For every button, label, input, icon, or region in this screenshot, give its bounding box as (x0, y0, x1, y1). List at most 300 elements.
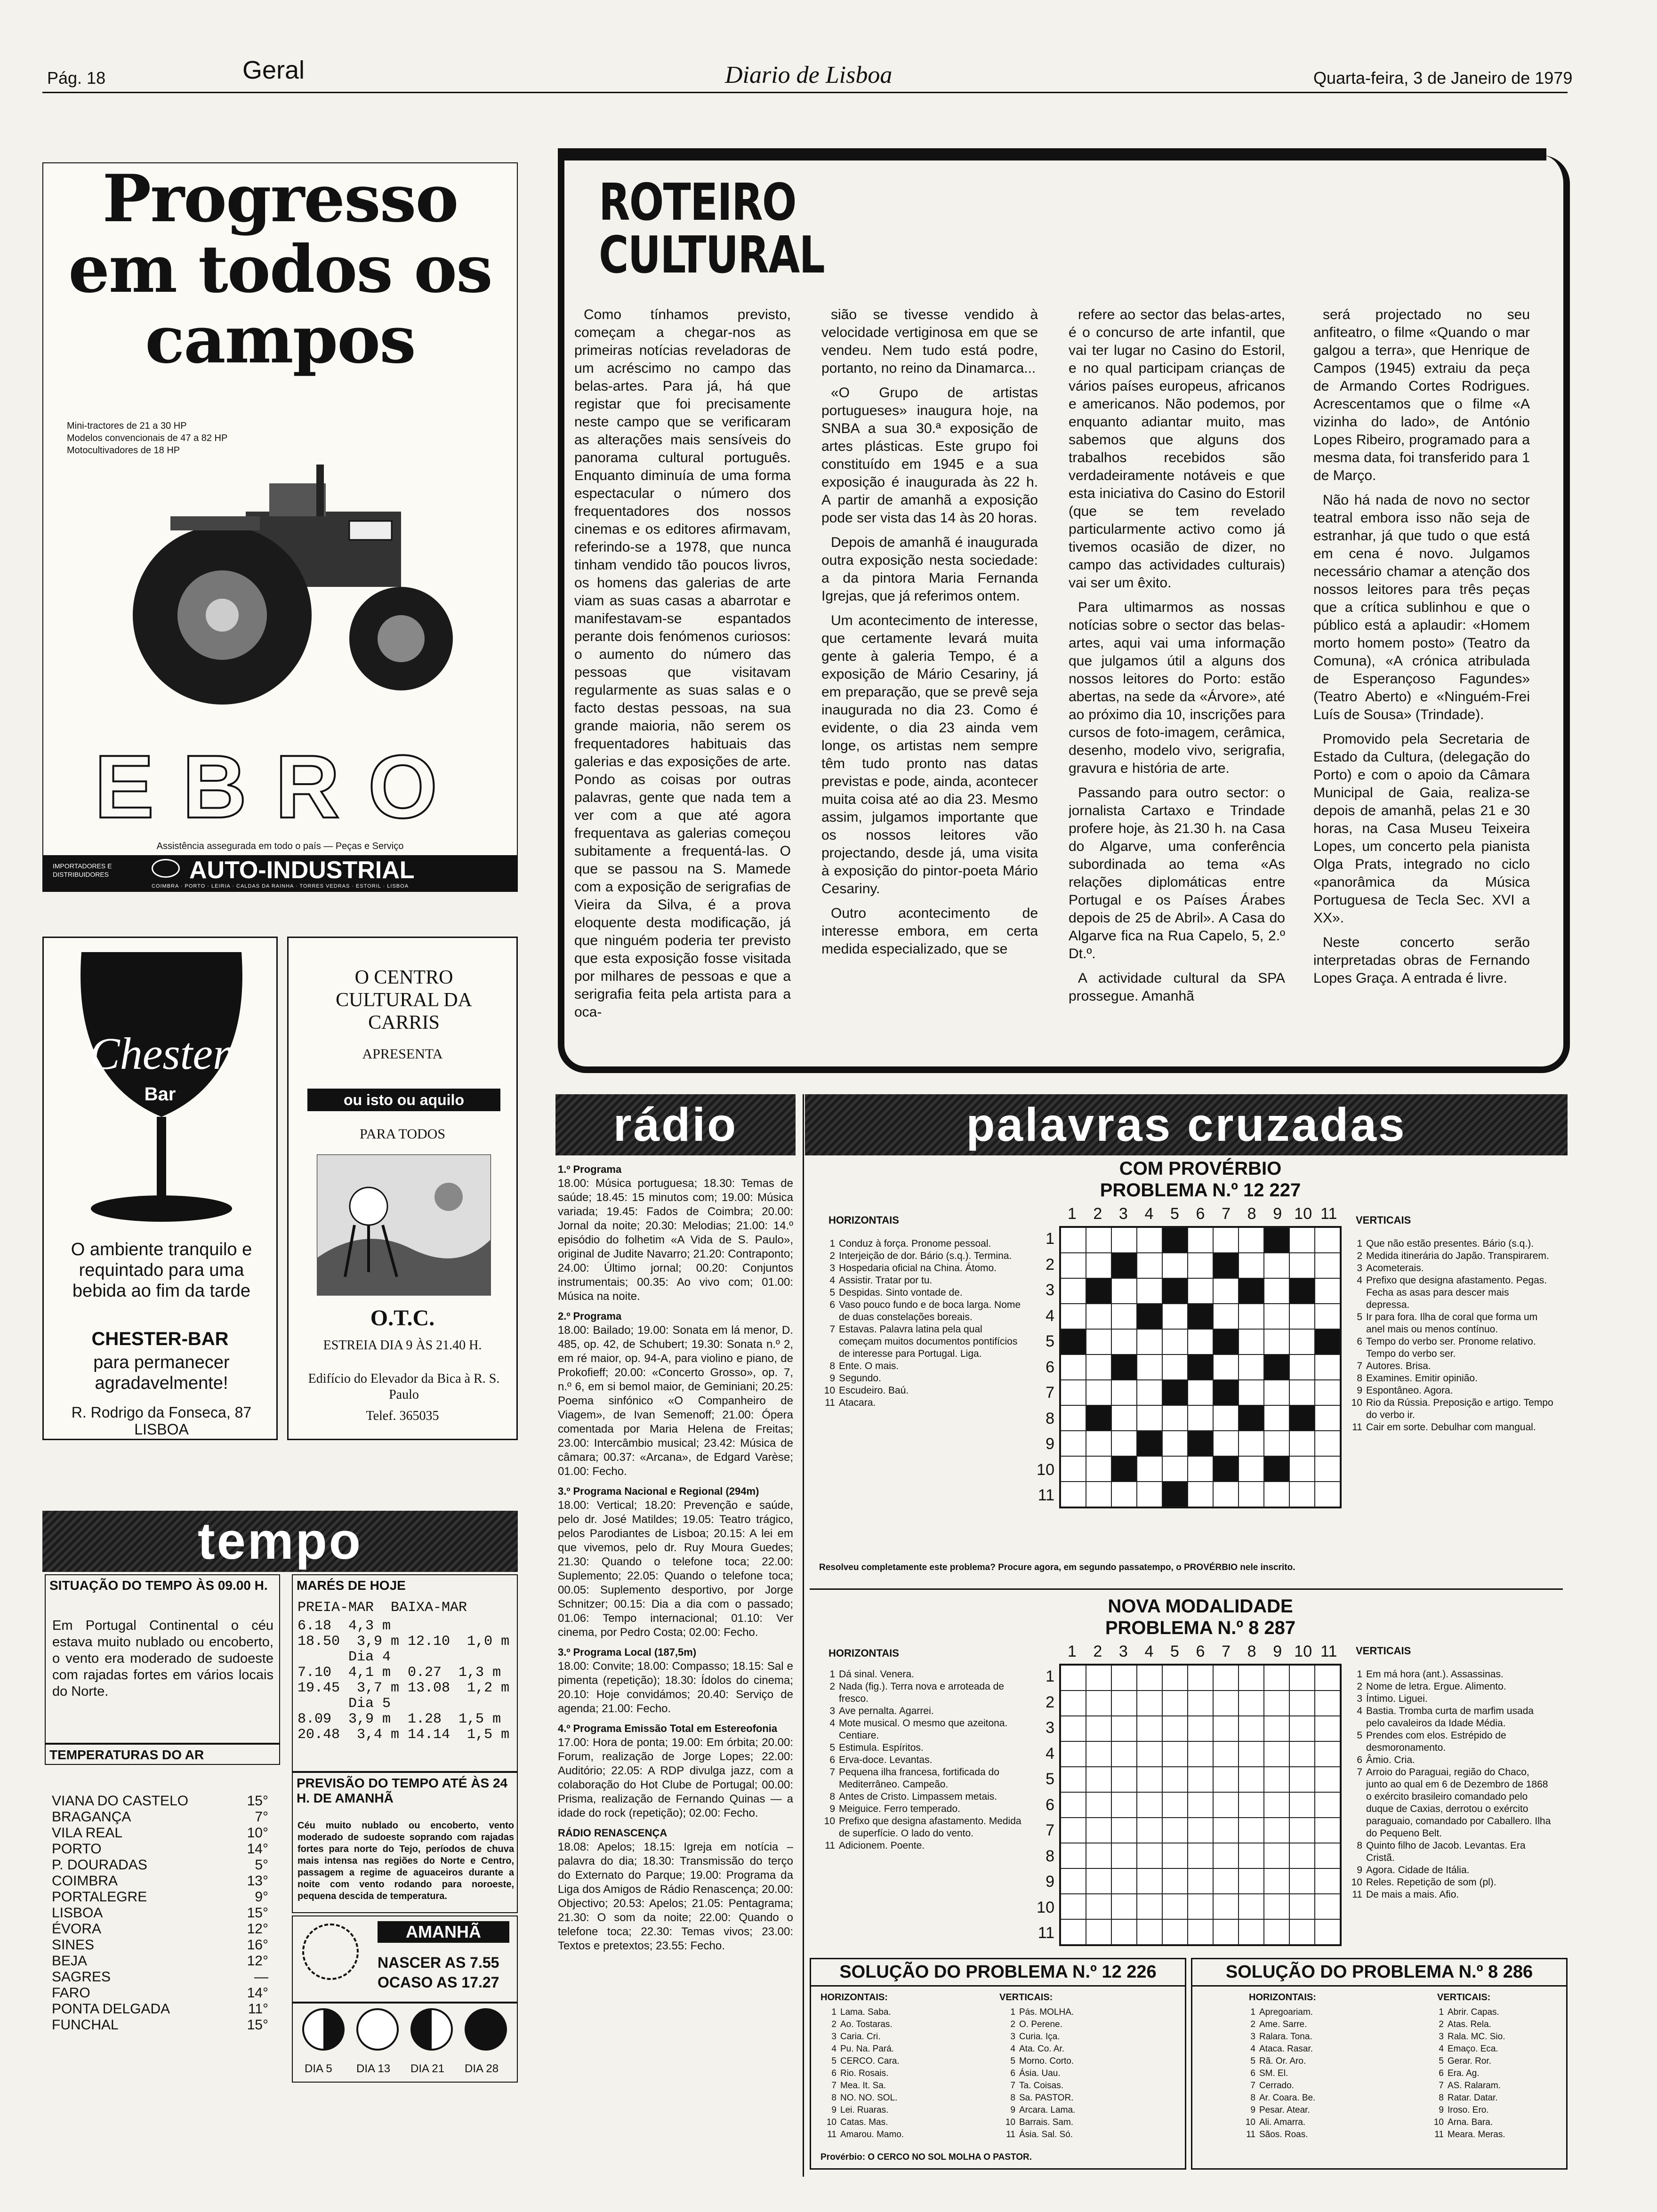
grid-cell[interactable] (1061, 1843, 1086, 1868)
grid-cell[interactable] (1086, 1894, 1111, 1919)
grid-cell[interactable] (1315, 1405, 1340, 1431)
clue-row: 10 Arna. Bara. (1433, 2117, 1493, 2127)
grid-cell[interactable] (1111, 1767, 1137, 1792)
grid-cell[interactable] (1239, 1843, 1264, 1868)
grid-cell[interactable] (1239, 1482, 1264, 1507)
grid-cell[interactable] (1162, 1665, 1188, 1691)
grid-cell[interactable] (1086, 1380, 1111, 1405)
grid-cell[interactable] (1162, 1741, 1188, 1767)
grid-cell[interactable] (1213, 1792, 1239, 1818)
grid-cell[interactable] (1137, 1665, 1162, 1691)
grid-cell[interactable] (1289, 1741, 1315, 1767)
grid-cell[interactable] (1264, 1278, 1289, 1304)
grid-cell[interactable] (1061, 1919, 1086, 1945)
grid-cell[interactable] (1111, 1843, 1137, 1868)
temperature-row: SINES 16° (52, 1937, 268, 1953)
grid-cell[interactable] (1188, 1482, 1213, 1507)
grid-cell[interactable] (1137, 1894, 1162, 1919)
grid-cell[interactable] (1213, 1843, 1239, 1868)
grid-cell[interactable] (1289, 1767, 1315, 1792)
grid-cell[interactable] (1213, 1482, 1239, 1507)
grid-cell[interactable] (1239, 1741, 1264, 1767)
grid-cell[interactable] (1061, 1665, 1086, 1691)
grid-cell[interactable] (1188, 1894, 1213, 1919)
grid-cell[interactable] (1086, 1665, 1111, 1691)
grid-cell[interactable] (1239, 1329, 1264, 1354)
grid-cell[interactable] (1264, 1868, 1289, 1894)
tides-box: MARÉS DE HOJE PREIA-MAR BAIXA-MAR 6.18 4,3 m 18.50 3,9 m 12.10 1,0 m Dia 4 7.10 4,1 m 0.27 1,3 m 19.45 3,7 m 13.08 1,2 m Dia 5 8.09 3,9 m 1.28 1,5 m 20.48 3,4 m 14.14 1,5 m (292, 1574, 518, 1772)
grid-cell[interactable] (1264, 1919, 1289, 1945)
grid-cell[interactable] (1111, 1482, 1137, 1507)
grid-cell[interactable] (1289, 1665, 1315, 1691)
grid-cell[interactable] (1086, 1767, 1111, 1792)
temperature-row: BEJA 12° (52, 1953, 268, 1969)
grid-cell[interactable] (1111, 1716, 1137, 1741)
grid-cell[interactable] (1315, 1716, 1340, 1741)
grid-cell[interactable] (1162, 1329, 1188, 1354)
grid-cell[interactable] (1111, 1665, 1137, 1691)
grid-cell[interactable] (1264, 1380, 1289, 1405)
grid-cell[interactable] (1111, 1227, 1137, 1253)
moon-first-quarter-icon (302, 2008, 345, 2051)
grid-cell[interactable] (1289, 1380, 1315, 1405)
grid-cell[interactable] (1111, 1329, 1137, 1354)
grid-cell[interactable] (1061, 1431, 1086, 1456)
grid-cell[interactable] (1137, 1818, 1162, 1843)
grid-cell[interactable] (1239, 1227, 1264, 1253)
carris-presents: APRESENTA (362, 1046, 443, 1062)
grid-cell[interactable] (1213, 1767, 1239, 1792)
grid-cell[interactable] (1239, 1792, 1264, 1818)
grid-cell[interactable] (1137, 1354, 1162, 1380)
clue-row: 8 Examines. Emitir opinião. (1357, 1373, 1478, 1384)
grid-cell[interactable] (1061, 1278, 1086, 1304)
grid-cell[interactable] (1289, 1919, 1315, 1945)
grid-cell[interactable] (1188, 1329, 1213, 1354)
grid-cell[interactable] (1289, 1431, 1315, 1456)
grid-cell[interactable] (1086, 1818, 1111, 1843)
grid-cell[interactable] (1213, 1741, 1239, 1767)
grid-cell[interactable] (1239, 1919, 1264, 1945)
grid-cell[interactable] (1239, 1691, 1264, 1716)
solution-8286: SOLUÇÃO DO PROBLEMA N.º 8 286 HORIZONTAIS: 1 Apregoariam. 2 Ame. Sarre. 3 Ralara. Tona. 4 Ataca. Rasar. 5 Rã. Or. Aro. 6 SM. El. 7 Cerrado. 8 Ar. Coara. Be. 9 Pesar. Atear. 10 Ali. Amarra. 11 Sãos. Roas. VERTICAIS: 1 Abrir. Capas. 2 Atas. Rela. 3 Rala. MC. Sio. 4 Emaço. Eca. 5 Gerar. Ror. 6 Era. Ag. 7 AS. Ralaram. 8 Ratar. Datar. 9 Iroso. Ero. 10 Arna. Bara. 11 Meara. Meras. (1191, 1958, 1568, 2170)
grid-cell[interactable] (1162, 1405, 1188, 1431)
grid-cell[interactable] (1264, 1818, 1289, 1843)
grid-cell[interactable] (1061, 1354, 1086, 1380)
temperature-row: LISBOA 15° (52, 1905, 268, 1921)
grid-cell[interactable] (1061, 1304, 1086, 1329)
clue-row: 3 Caria. Cri. (831, 2032, 881, 2042)
clue-row: 8 Ente. O mais. (829, 1361, 899, 1371)
clue-row: 1 Lama. Saba. (831, 2007, 891, 2017)
clue-row: 7 Pequena ilha francesa, fortificada do Mediterrâneo. Campeão. (829, 1767, 999, 1790)
clue-row: 3 Rala. MC. Sio. (1439, 2032, 1505, 2042)
grid-cell[interactable] (1289, 1304, 1315, 1329)
clue-row: 1 Abrir. Capas. (1439, 2007, 1499, 2017)
grid-cell[interactable] (1289, 1329, 1315, 1354)
clue-row: 11 Meara. Meras. (1434, 2130, 1505, 2140)
grid-cell[interactable] (1188, 1767, 1213, 1792)
grid-cell[interactable] (1264, 1304, 1289, 1329)
grid-cell[interactable] (1289, 1456, 1315, 1482)
grid-cell[interactable] (1188, 1868, 1213, 1894)
grid-cell[interactable] (1061, 1691, 1086, 1716)
tide-row: 18.50 3,9 m 12.10 1,0 m (298, 1634, 510, 1650)
grid-cell[interactable] (1213, 1691, 1239, 1716)
column-rule (803, 1094, 804, 2177)
grid-cell[interactable] (1188, 1253, 1213, 1278)
grid-cell[interactable] (1239, 1818, 1264, 1843)
grid-cell[interactable] (1061, 1767, 1086, 1792)
chester-logo-sub: Bar (144, 1084, 176, 1105)
clue-row: 8 Antes de Cristo. Limpassem metais. (829, 1791, 997, 1802)
grid-cell[interactable] (1213, 1431, 1239, 1456)
grid-cell[interactable] (1213, 1278, 1239, 1304)
auto-industrial-emblem-icon (152, 859, 180, 878)
grid-cell[interactable] (1061, 1253, 1086, 1278)
grid-cell[interactable] (1239, 1868, 1264, 1894)
clue-row: 10 Barrais. Sam. (1005, 2117, 1074, 2127)
grid-cell[interactable] (1188, 1919, 1213, 1945)
grid-cell[interactable] (1061, 1482, 1086, 1507)
grid-cell[interactable] (1137, 1482, 1162, 1507)
clue-row: 4 Mote musical. O mesmo que azeitona. Centiare. (829, 1718, 1008, 1741)
grid-cell[interactable] (1315, 1767, 1340, 1792)
grid-cell[interactable] (1188, 1278, 1213, 1304)
grid-cell[interactable] (1137, 1868, 1162, 1894)
clue-row: 7 Mea. It. Sa. (831, 2081, 886, 2091)
grid-cell[interactable] (1111, 1894, 1137, 1919)
grid-cell[interactable] (1264, 1431, 1289, 1456)
grid-cell[interactable] (1086, 1304, 1111, 1329)
grid-cell (1264, 1354, 1289, 1380)
grid-cell[interactable] (1239, 1253, 1264, 1278)
grid-cell[interactable] (1315, 1792, 1340, 1818)
ad-carris (287, 937, 518, 1440)
grid-cell[interactable] (1111, 1741, 1137, 1767)
ebro-logo: EBRO (94, 737, 466, 837)
grid-cell[interactable] (1213, 1227, 1239, 1253)
clue-row: 3 Curia. Iça. (1010, 2032, 1060, 2042)
grid-cell[interactable] (1315, 1431, 1340, 1456)
clue-row: 9 Meiguice. Ferro temperado. (829, 1803, 960, 1814)
newspaper-title: Diario de Lisboa (725, 62, 893, 88)
grid-cell[interactable] (1315, 1304, 1340, 1329)
clue-row: 9 Agora. Cidade de Itália. (1357, 1865, 1470, 1875)
grid-cell[interactable] (1111, 1380, 1137, 1405)
grid-cell[interactable] (1289, 1691, 1315, 1716)
grid-cell[interactable] (1239, 1380, 1264, 1405)
grid-cell[interactable] (1137, 1792, 1162, 1818)
grid-cell[interactable] (1315, 1919, 1340, 1945)
grid-cell[interactable] (1137, 1329, 1162, 1354)
grid-cell[interactable] (1061, 1227, 1086, 1253)
grid-cell[interactable] (1264, 1253, 1289, 1278)
grid-cell[interactable] (1111, 1868, 1137, 1894)
grid-cell[interactable] (1061, 1818, 1086, 1843)
clue-row: 5 Gerar. Ror. (1439, 2056, 1491, 2066)
clue-row: 7 Estavas. Palavra latina pela qual começam muitos documentos pontifícios de interesse para Portugal. Liga. (829, 1324, 1018, 1359)
grid-cell[interactable] (1162, 1304, 1188, 1329)
grid-cell[interactable] (1315, 1818, 1340, 1843)
grid-cell[interactable] (1264, 1894, 1289, 1919)
clue-row: 10 Reles. Repetição de som (pl). (1351, 1877, 1496, 1888)
grid-cell[interactable] (1061, 1716, 1086, 1741)
grid-cell[interactable] (1061, 1792, 1086, 1818)
grid-cell[interactable] (1086, 1792, 1111, 1818)
grid-cell[interactable] (1315, 1868, 1340, 1894)
clue-row: 11 Atacara. (825, 1397, 876, 1408)
clue-row: 9 Lei. Ruaras. (831, 2105, 889, 2115)
grid-cell[interactable] (1239, 1894, 1264, 1919)
grid-cell[interactable] (1213, 1665, 1239, 1691)
clue-row: 1 Em má hora (ant.). Assassinas. (1357, 1669, 1504, 1680)
grid-cell[interactable] (1264, 1741, 1289, 1767)
grid-cell (1264, 1227, 1289, 1253)
grid-cell[interactable] (1162, 1894, 1188, 1919)
grid-cell[interactable] (1315, 1253, 1340, 1278)
grid-cell[interactable] (1289, 1894, 1315, 1919)
clue-row: 2 Atas. Rela. (1439, 2020, 1491, 2029)
grid-cell[interactable] (1239, 1304, 1264, 1329)
temperature-row: FUNCHAL 15° (52, 2017, 268, 2033)
ad-chester (42, 937, 278, 1440)
grid-cell[interactable] (1162, 1691, 1188, 1716)
grid-cell[interactable] (1086, 1253, 1111, 1278)
grid-cell[interactable] (1061, 1894, 1086, 1919)
grid-cell[interactable] (1213, 1818, 1239, 1843)
tide-row: 7.10 4,1 m 0.27 1,3 m (298, 1665, 501, 1681)
grid-cell[interactable] (1289, 1818, 1315, 1843)
grid-cell[interactable] (1289, 1482, 1315, 1507)
grid-cell[interactable] (1061, 1456, 1086, 1482)
grid-cell[interactable] (1137, 1405, 1162, 1431)
grid-cell[interactable] (1162, 1253, 1188, 1278)
carris-phone: Telef. 365035 (366, 1409, 439, 1423)
grid-cell[interactable] (1188, 1227, 1213, 1253)
grid-cell[interactable] (1162, 1354, 1188, 1380)
grid-cell[interactable] (1137, 1741, 1162, 1767)
p2-horizontal-clues (819, 1668, 1026, 1852)
grid-cell[interactable] (1213, 1716, 1239, 1741)
p1-horizontal-clues (819, 1238, 1026, 1409)
clue-row: 5 CERCO. Cara. (831, 2056, 900, 2066)
grid-cell[interactable] (1162, 1868, 1188, 1894)
grid-cell (1061, 1329, 1086, 1354)
grid-cell[interactable] (1137, 1691, 1162, 1716)
grid-cell (1213, 1380, 1239, 1405)
grid-cell[interactable] (1188, 1843, 1213, 1868)
grid-cell[interactable] (1289, 1792, 1315, 1818)
grid-cell[interactable] (1061, 1405, 1086, 1431)
grid-cell[interactable] (1315, 1354, 1340, 1380)
clue-row: 7 AS. Ralaram. (1439, 2081, 1501, 2091)
grid-cell[interactable] (1137, 1278, 1162, 1304)
grid-cell[interactable] (1162, 1919, 1188, 1945)
clue-row: 6 Ásia. Uau. (1010, 2068, 1061, 2078)
grid-cell[interactable] (1264, 1665, 1289, 1691)
grid-cell[interactable] (1137, 1456, 1162, 1482)
grid-cell[interactable] (1061, 1380, 1086, 1405)
grid-cell[interactable] (1264, 1843, 1289, 1868)
clue-row: 2 Interjeição de dor. Bário (s.q.). Termina. (829, 1250, 1012, 1261)
issue-date: Quarta-feira, 3 de Janeiro de 1979 (1313, 68, 1573, 88)
grid-cell (1239, 1278, 1264, 1304)
p2-grid[interactable] (1059, 1664, 1342, 1946)
grid-cell[interactable] (1137, 1380, 1162, 1405)
moon-full-icon (356, 2008, 399, 2051)
grid-cell[interactable] (1188, 1818, 1213, 1843)
grid-cell[interactable] (1315, 1380, 1340, 1405)
grid-cell[interactable] (1213, 1919, 1239, 1945)
grid-cell[interactable] (1264, 1482, 1289, 1507)
grid-cell[interactable] (1315, 1278, 1340, 1304)
grid-cell[interactable] (1289, 1843, 1315, 1868)
grid-cell[interactable] (1086, 1329, 1111, 1354)
grid-cell[interactable] (1264, 1691, 1289, 1716)
grid-cell[interactable] (1162, 1792, 1188, 1818)
grid-cell[interactable] (1213, 1405, 1239, 1431)
grid-cell[interactable] (1086, 1843, 1111, 1868)
grid-cell[interactable] (1188, 1716, 1213, 1741)
grid-cell[interactable] (1315, 1482, 1340, 1507)
grid-cell[interactable] (1213, 1354, 1239, 1380)
grid-cell[interactable] (1111, 1691, 1137, 1716)
grid-cell[interactable] (1289, 1227, 1315, 1253)
grid-cell[interactable] (1315, 1227, 1340, 1253)
grid-cell[interactable] (1289, 1354, 1315, 1380)
grid-cell[interactable] (1137, 1919, 1162, 1945)
grid-cell[interactable] (1315, 1843, 1340, 1868)
grid-cell[interactable] (1239, 1767, 1264, 1792)
grid-cell[interactable] (1264, 1716, 1289, 1741)
clue-row: 4 Pu. Na. Pará. (831, 2044, 894, 2054)
grid-cell (1289, 1278, 1315, 1304)
clue-row: 10 Rio da Rússia. Preposição e artigo. Tempo do verbo ir. (1351, 1397, 1553, 1420)
clue-row: 3 Ralara. Tona. (1250, 2032, 1312, 2042)
grid-cell[interactable] (1188, 1691, 1213, 1716)
clue-row: 4 Assistir. Tratar por tu. (829, 1275, 933, 1286)
sunset-time: 17.27 (461, 1974, 499, 1991)
grid-cell[interactable] (1213, 1868, 1239, 1894)
grid-cell[interactable] (1111, 1278, 1137, 1304)
grid-cell[interactable] (1315, 1665, 1340, 1691)
grid-cell[interactable] (1239, 1431, 1264, 1456)
grid-cell[interactable] (1162, 1456, 1188, 1482)
grid-cell[interactable] (1162, 1818, 1188, 1843)
grid-cell[interactable] (1111, 1818, 1137, 1843)
grid-cell[interactable] (1086, 1354, 1111, 1380)
grid-cell[interactable] (1086, 1482, 1111, 1507)
temperature-row: BRAGANÇA 7° (52, 1809, 268, 1825)
grid-cell[interactable] (1162, 1716, 1188, 1741)
grid-cell[interactable] (1137, 1253, 1162, 1278)
roteiro-title: ROTEIRO CULTURAL (577, 176, 798, 285)
grid-cell[interactable] (1086, 1868, 1111, 1894)
grid-cell[interactable] (1111, 1405, 1137, 1431)
grid-cell[interactable] (1239, 1456, 1264, 1482)
grid-cell[interactable] (1315, 1456, 1340, 1482)
grid-cell[interactable] (1137, 1227, 1162, 1253)
grid-cell[interactable] (1111, 1919, 1137, 1945)
grid-cell[interactable] (1111, 1792, 1137, 1818)
tractor-illustration (128, 455, 458, 719)
grid-cell[interactable] (1264, 1767, 1289, 1792)
grid-cell[interactable] (1137, 1843, 1162, 1868)
carris-for-all: PARA TODOS (359, 1126, 446, 1142)
grid-cell[interactable] (1289, 1253, 1315, 1278)
grid-cell[interactable] (1137, 1716, 1162, 1741)
grid-cell[interactable] (1111, 1304, 1137, 1329)
grid-cell[interactable] (1162, 1767, 1188, 1792)
grid-cell[interactable] (1061, 1868, 1086, 1894)
moon-last-quarter-icon (410, 2008, 453, 2051)
clue-row: 6 Tempo do verbo ser. Pronome relativo. Tempo do verbo ser. (1357, 1336, 1536, 1359)
grid-cell (1111, 1456, 1137, 1482)
grid-cell[interactable] (1086, 1919, 1111, 1945)
grid-cell[interactable] (1315, 1691, 1340, 1716)
grid-cell[interactable] (1188, 1380, 1213, 1405)
grid-cell[interactable] (1086, 1456, 1111, 1482)
grid-cell (1188, 1304, 1213, 1329)
grid-cell[interactable] (1137, 1767, 1162, 1792)
grid-cell[interactable] (1289, 1716, 1315, 1741)
forecast-box: PREVISÃO DO TEMPO ATÉ ÀS 24 H. DE AMANHÃ Céu muito nublado ou encoberto, vento moderado de sudoeste soprando com rajadas fortes para norte do Tejo, períodos de chuva mais intensa nas regiões do Norte e Centro, passagem a regime de aguaceiros durante a noite com vento rodando para noroeste, pequena descida de temperatura. (292, 1772, 518, 1913)
grid-cell (1111, 1253, 1137, 1278)
grid-cell[interactable] (1188, 1405, 1213, 1431)
grid-cell[interactable] (1264, 1792, 1289, 1818)
grid-cell[interactable] (1213, 1894, 1239, 1919)
clue-row: 8 NO. NO. SOL. (831, 2093, 898, 2103)
grid-cell[interactable] (1239, 1354, 1264, 1380)
grid-cell[interactable] (1188, 1741, 1213, 1767)
grid-cell[interactable] (1188, 1665, 1213, 1691)
section-name: Geral (242, 56, 305, 84)
p1-grid[interactable] (1059, 1226, 1342, 1508)
grid-cell[interactable] (1162, 1843, 1188, 1868)
grid-cell (1315, 1329, 1340, 1354)
p2-vertical-clues (1346, 1668, 1553, 1901)
grid-cell[interactable] (1086, 1741, 1111, 1767)
grid-cell[interactable] (1162, 1431, 1188, 1456)
grid-cell[interactable] (1264, 1329, 1289, 1354)
grid-cell[interactable] (1264, 1405, 1289, 1431)
grid-cell[interactable] (1086, 1691, 1111, 1716)
solution-12226: SOLUÇÃO DO PROBLEMA N.º 12 226 HORIZONTAIS: 1 Lama. Saba. 2 Ao. Tostaras. 3 Caria. Cri. 4 Pu. Na. Pará. 5 CERCO. Cara. 6 Rio. Rosais. 7 Mea. It. Sa. 8 NO. NO. SOL. 9 Lei. Ruaras. 10 Catas. Mas. 11 Amarou. Mamo. VERTICAIS: 1 Pás. MOLHA. 2 O. Perene. 3 Curia. Iça. 4 Ata. Co. Ar. 5 Morno. Corto. 6 Ásia. Uau. 7 Ta. Coisas. 8 Sa. PASTOR. 9 Arcara. Lama. 10 Barrais. Sam. 11 Ásia. Sal. Só. Provérbio: O CERCO NO SOL MOLHA O PASTOR. (810, 1958, 1186, 2170)
clue-row: 5 Morno. Corto. (1010, 2056, 1074, 2066)
grid-cell[interactable] (1188, 1792, 1213, 1818)
grid-cell[interactable] (1315, 1741, 1340, 1767)
grid-cell[interactable] (1061, 1741, 1086, 1767)
grid-cell[interactable] (1111, 1431, 1137, 1456)
grid-cell[interactable] (1289, 1868, 1315, 1894)
ad-ebro (42, 162, 518, 892)
grid-cell[interactable] (1188, 1456, 1213, 1482)
grid-cell[interactable] (1086, 1716, 1111, 1741)
grid-cell[interactable] (1239, 1665, 1264, 1691)
grid-cell[interactable] (1213, 1304, 1239, 1329)
roteiro-col-3: refere ao sector das belas-artes, é o concurso de arte infantil, que vai ter lugar no Casino do Estoril, e no qual participam crianças de vários países europeus, africanos e americanos. Não podemos, por enquanto adiantar muito, mas sabemos que alguns dos trabalhos recebidos são verdadeiramente notáveis e que esta iniciativa do Casino do Estoril (que se tem revelado particularmente activo como já tivemos ocasião de dizer, no campo das actividades culturais) vai ser um êxito. Para ultimarmos as nossas notícias sobre o sector das belas-artes, aqui vai uma informação que julgamos útil a alguns dos nossos leitores do Porto: estão abertas, na sede da «Árvore», até ao próximo dia 10, inscrições para cursos de foto-imagem, cerâmica, desenho, modelo vivo, serigrafia, gravura e história de arte. Passando para outro sector: o jornalista Cartaxo e Trindade profere hoje, às 21.30 h. na Casa do Algarve, uma conferência subordinada ao tema «As relações diplomáticas entre Portugal e os Países Árabes depois de 25 de Abril». A Casa do Algarve fica na Rua Capelo, 5, 2.º Dt.º. A actividade cultural da SPA prossegue. Amanhã (1069, 307, 1285, 1004)
grid-cell[interactable] (1086, 1227, 1111, 1253)
clue-row: 6 SM. El. (1250, 2068, 1288, 2078)
grid-cell[interactable] (1239, 1716, 1264, 1741)
tide-row: 6.18 4,3 m (298, 1618, 391, 1634)
p1-column-numbers: 1 2 3 4 5 6 7 8 9 10 11 (1067, 1205, 1337, 1223)
temperature-row: SAGRES — (52, 1969, 268, 1985)
clue-row: 4 Prefixo que designa afastamento. Pegas. Fecha as asas para descer mais depressa. (1357, 1275, 1547, 1310)
grid-cell[interactable] (1086, 1431, 1111, 1456)
grid-cell[interactable] (1315, 1894, 1340, 1919)
